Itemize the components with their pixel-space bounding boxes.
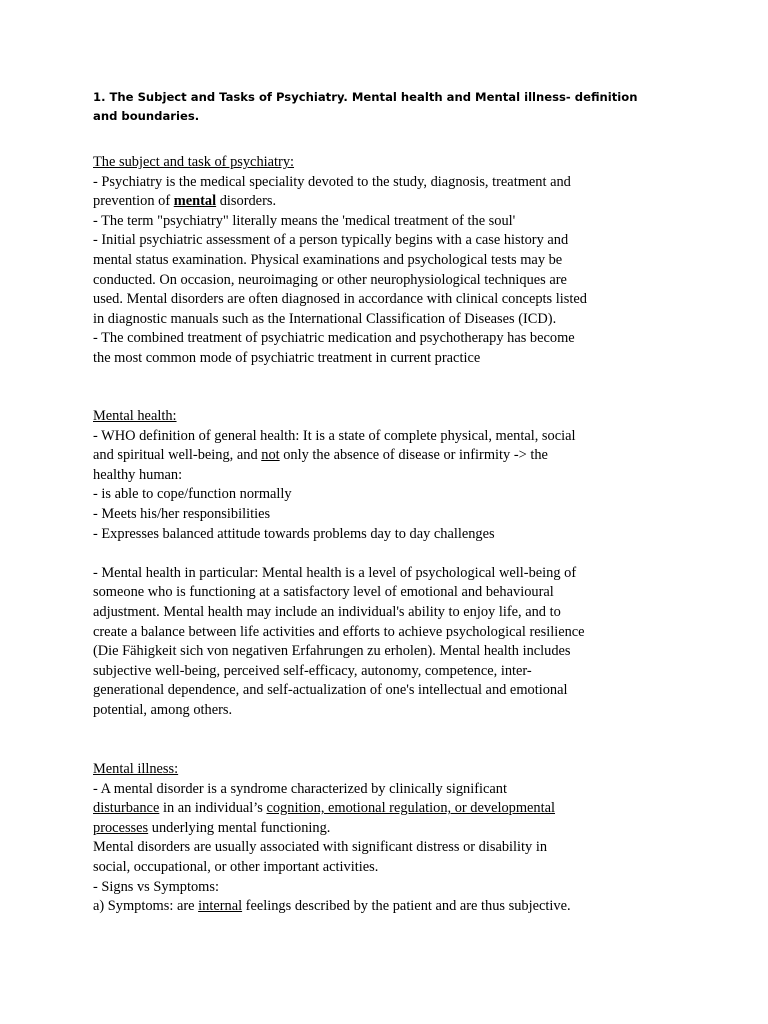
text-run: only the absence of disease or infirmity -> the [279, 447, 548, 464]
text-line: used. Mental disorders are often diagnosed in accordance with clinical concepts listed [93, 291, 587, 308]
text-run: and spiritual well-being, and [93, 447, 262, 464]
text-line: conducted. On occasion, neuroimaging or other neurophysiological techniques are [93, 271, 567, 288]
text-line: - Psychiatry is the medical speciality devoted to the study, diagnosis, treatment and [93, 173, 571, 190]
section-heading-text: The subject and task of psychiatry: [93, 154, 295, 170]
emphasis-not: not [261, 447, 280, 464]
text-line: social, occupational, or other important activities. [93, 858, 379, 875]
text-run: prevention of [93, 193, 174, 210]
text-line [93, 192, 683, 212]
emphasis-internal: internal [198, 898, 243, 915]
emphasis-cognition: cognition, emotional regulation, or developmental [266, 800, 556, 817]
text-line: - Signs vs Symptoms: [93, 878, 219, 895]
document-title: 1. The Subject and Tasks of Psychiatry. Mental health and Mental illness- definition and boundaries. [93, 90, 638, 123]
text-line: potential, among others. [93, 701, 233, 718]
text-run: feelings described by the patient and are thus subjective. [242, 898, 571, 915]
text-line: healthy human: [93, 466, 183, 483]
emphasis-mental: mental [173, 193, 217, 210]
emphasis-disturbance: disturbance [93, 800, 160, 817]
text-line: - The combined treatment of psychiatric medication and psychotherapy has become [93, 330, 575, 347]
text-line: (Die Fähigkeit sich von negativen Erfahrungen zu erholen). Mental health includes [93, 643, 571, 660]
text-line: - is able to cope/function normally [93, 486, 292, 503]
emphasis-processes: processes [93, 819, 149, 836]
text-run: disorders. [216, 193, 277, 210]
paragraph-gap [93, 544, 683, 564]
section-heading [93, 407, 683, 427]
text-line: in diagnostic manuals such as the International Classification of Diseases (ICD). [93, 310, 557, 327]
text-line [93, 446, 683, 466]
section-subject-and-task [93, 153, 683, 369]
text-line: - Mental health in particular: Mental health is a level of psychological well-being of [93, 564, 577, 581]
text-line: create a balance between life activities and efforts to achieve psychological resilience [93, 623, 585, 640]
section-heading [93, 153, 683, 173]
section-heading-text: Mental health: [93, 408, 177, 424]
text-run: underlying mental functioning. [148, 819, 331, 836]
text-line: the most common mode of psychiatric treatment in current practice [93, 349, 481, 366]
text-line: generational dependence, and self-actualization of one's intellectual and emotional [93, 682, 568, 699]
text-line: subjective well-being, perceived self-efficacy, autonomy, competence, inter- [93, 662, 532, 679]
text-line [93, 799, 683, 819]
text-line: - Expresses balanced attitude towards problems day to day challenges [93, 525, 495, 542]
text-line [93, 819, 683, 839]
text-run: a) Symptoms: are [93, 898, 199, 915]
text-run: in an individual’s [159, 800, 267, 817]
text-line: - The term "psychiatry" literally means the 'medical treatment of the soul' [93, 212, 516, 229]
text-line: Mental disorders are usually associated with significant distress or disability in [93, 839, 548, 856]
text-line [93, 897, 683, 917]
section-heading [93, 760, 683, 780]
text-line: - A mental disorder is a syndrome characterized by clinically significant [93, 780, 507, 797]
text-line: someone who is functioning at a satisfactory level of emotional and behavioural [93, 584, 554, 601]
text-line: - Initial psychiatric assessment of a person typically begins with a case history and [93, 232, 569, 249]
section-mental-health [93, 407, 683, 721]
section-mental-illness [93, 760, 683, 917]
section-heading-text: Mental illness: [93, 761, 179, 777]
text-line: - Meets his/her responsibilities [93, 505, 271, 522]
text-line: adjustment. Mental health may include an individual's ability to enjoy life, and to [93, 603, 561, 620]
text-line: mental status examination. Physical examinations and psychological tests may be [93, 251, 563, 268]
text-line: - WHO definition of general health: It is a state of complete physical, mental, social [93, 427, 576, 444]
